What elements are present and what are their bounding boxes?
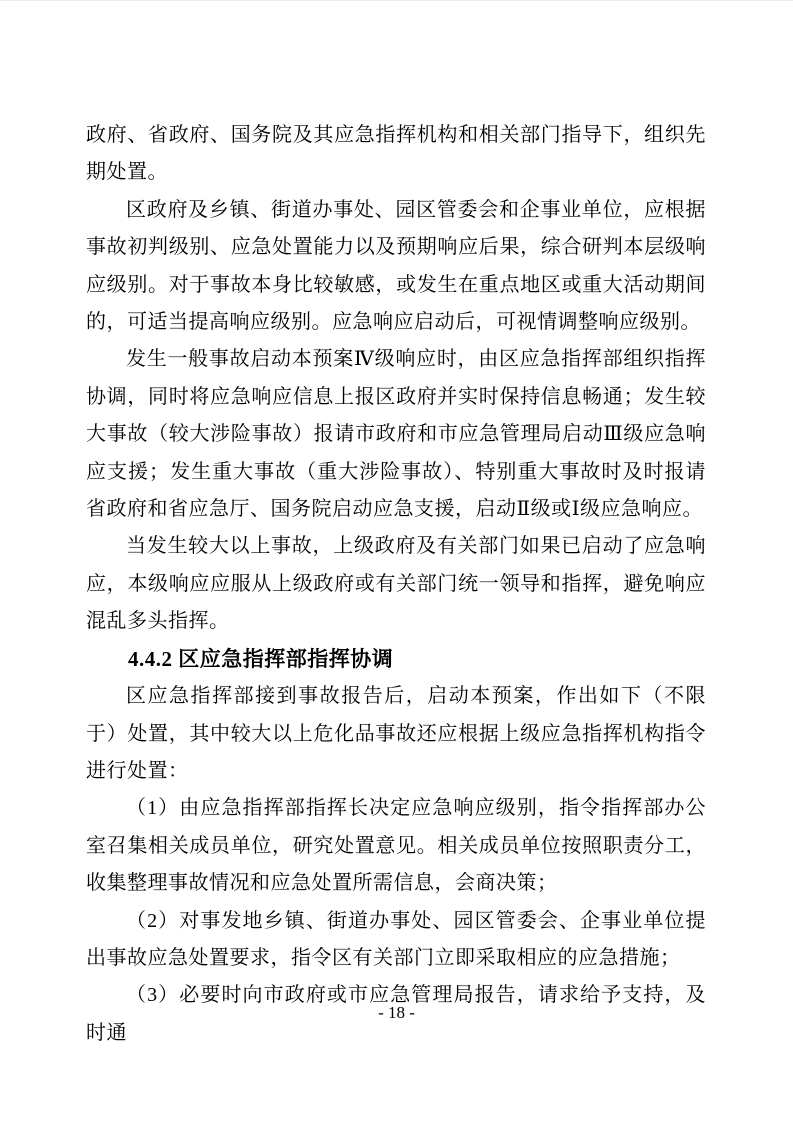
- body-paragraph: （3）必要时向市政府或市应急管理局报告，请求给予支持，及时通: [86, 984, 706, 1044]
- body-paragraph: 区政府及乡镇、街道办事处、园区管委会和企事业单位，应根据事故初判级别、应急处置能力以及预期响应后果，综合研判本层级响应级别。对于事故本身比较敏感，或发生在重点地区或重大活动期间的，可适当提高响应级别。应急响应启动后，可视情调整响应级别。: [86, 198, 706, 334]
- page-number: - 18 -: [378, 1003, 415, 1022]
- body-paragraph: 当发生较大以上事故，上级政府及有关部门如果已启动了应急响应，本级响应应服从上级政府或有关部门统一领导和指挥，避免响应混乱多头指挥。: [86, 535, 706, 633]
- body-paragraph: 政府、省政府、国务院及其应急指挥机构和相关部门指导下，组织先期处置。: [86, 124, 706, 184]
- body-paragraph: 发生一般事故启动本预案Ⅳ级响应时，由区应急指挥部组织指挥协调，同时将应急响应信息上报区政府并实时保持信息畅通；发生较大事故（较大涉险事故）报请市政府和市应急管理局启动Ⅲ级应急响应支援；发生重大事故（重大涉险事故）、特别重大事故时及时报请省政府和省应急厅、国务院启动应急支援，启动Ⅱ级或Ⅰ级应急响应。: [86, 348, 706, 521]
- page-footer: [0, 1001, 793, 1025]
- body-paragraph: （2）对事发地乡镇、街道办事处、园区管委会、企事业单位提出事故应急处置要求，指令区有关部门立即采取相应的应急措施；: [86, 909, 706, 969]
- section-heading: 4.4.2 区应急指挥部指挥协调: [128, 646, 394, 671]
- page-body: [86, 117, 706, 1052]
- body-paragraph: （1）由应急指挥部指挥长决定应急响应级别，指令指挥部办公室召集相关成员单位，研究处置意见。相关成员单位按照职责分工，收集整理事故情况和应急处置所需信息，会商决策；: [86, 797, 706, 895]
- body-paragraph: 区应急指挥部接到事故报告后，启动本预案，作出如下（不限于）处置，其中较大以上危化品事故还应根据上级应急指挥机构指令进行处置：: [86, 685, 706, 782]
